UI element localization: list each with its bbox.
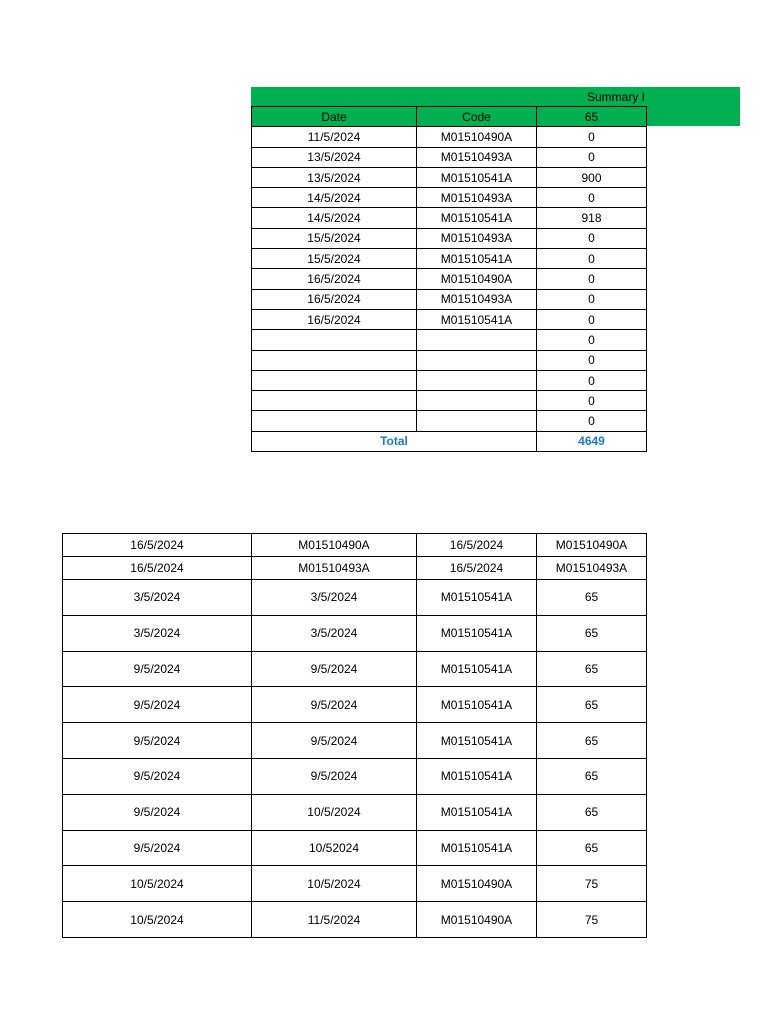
detail-cell-col2: 10/5/2024 — [252, 866, 417, 902]
detail-cell-col1: 10/5/2024 — [63, 902, 252, 938]
detail-row — [63, 580, 647, 616]
summary-qty-cell: 0 — [537, 147, 647, 167]
detail-cell-col3: 16/5/2024 — [417, 534, 537, 557]
detail-cell-col4: 65 — [537, 580, 647, 616]
detail-cell-col4: 65 — [537, 687, 647, 723]
detail-cell-col1: 10/5/2024 — [63, 866, 252, 902]
summary-qty-cell: 0 — [537, 249, 647, 269]
summary-title: Summary I — [587, 90, 646, 104]
detail-cell-col2: 3/5/2024 — [252, 615, 417, 651]
summary-date-cell: 16/5/2024 — [252, 289, 417, 309]
detail-cell-col4: 65 — [537, 615, 647, 651]
detail-cell-col3: M01510541A — [417, 687, 537, 723]
summary-row — [252, 249, 647, 269]
detail-row — [63, 687, 647, 723]
summary-row — [252, 269, 647, 289]
summary-qty-cell: 0 — [537, 127, 647, 147]
summary-code-cell: M01510493A — [417, 147, 537, 167]
detail-cell-col3: M01510541A — [417, 723, 537, 759]
summary-qty-cell: 0 — [537, 269, 647, 289]
detail-row — [63, 830, 647, 866]
summary-code-cell — [417, 391, 537, 411]
detail-cell-col1: 3/5/2024 — [63, 615, 252, 651]
detail-cell-col4: M01510493A — [537, 557, 647, 580]
summary-date-cell — [252, 350, 417, 370]
summary-table — [251, 106, 647, 452]
summary-qty-cell: 0 — [537, 330, 647, 350]
summary-date-cell: 14/5/2024 — [252, 188, 417, 208]
detail-cell-col2: 9/5/2024 — [252, 687, 417, 723]
summary-code-cell: M01510541A — [417, 249, 537, 269]
detail-cell-col3: M01510541A — [417, 580, 537, 616]
detail-cell-col2: 3/5/2024 — [252, 580, 417, 616]
summary-qty-cell: 0 — [537, 411, 647, 431]
summary-qty-cell: 900 — [537, 167, 647, 187]
detail-cell-col4: 65 — [537, 723, 647, 759]
summary-qty-cell: 0 — [537, 289, 647, 309]
summary-date-cell — [252, 411, 417, 431]
summary-date-cell: 15/5/2024 — [252, 228, 417, 248]
detail-cell-col1: 9/5/2024 — [63, 687, 252, 723]
summary-code-cell: M01510493A — [417, 188, 537, 208]
summary-code-cell: M01510541A — [417, 208, 537, 228]
total-value: 4649 — [537, 431, 647, 451]
detail-cell-col1: 3/5/2024 — [63, 580, 252, 616]
summary-date-cell: 16/5/2024 — [252, 309, 417, 329]
detail-cell-col3: M01510490A — [417, 902, 537, 938]
summary-row — [252, 370, 647, 390]
header-code: Code — [417, 107, 537, 127]
detail-row — [63, 794, 647, 830]
summary-date-cell: 16/5/2024 — [252, 269, 417, 289]
summary-date-cell — [252, 370, 417, 390]
header-date: Date — [252, 107, 417, 127]
detail-cell-col1: 9/5/2024 — [63, 723, 252, 759]
summary-qty-cell: 0 — [537, 370, 647, 390]
summary-qty-cell: 918 — [537, 208, 647, 228]
detail-cell-col2: 9/5/2024 — [252, 723, 417, 759]
summary-date-cell — [252, 391, 417, 411]
detail-cell-col1: 9/5/2024 — [63, 830, 252, 866]
detail-cell-col4: 65 — [537, 758, 647, 794]
summary-row — [252, 411, 647, 431]
summary-row — [252, 208, 647, 228]
summary-date-cell: 13/5/2024 — [252, 147, 417, 167]
summary-qty-cell: 0 — [537, 350, 647, 370]
summary-code-cell: M01510541A — [417, 309, 537, 329]
detail-cell-col3: M01510541A — [417, 794, 537, 830]
detail-table — [62, 533, 647, 938]
summary-row — [252, 391, 647, 411]
detail-cell-col2: M01510490A — [252, 534, 417, 557]
summary-qty-cell: 0 — [537, 188, 647, 208]
detail-row — [63, 902, 647, 938]
detail-cell-col1: 9/5/2024 — [63, 758, 252, 794]
summary-date-cell: 11/5/2024 — [252, 127, 417, 147]
detail-cell-col2: 10/52024 — [252, 830, 417, 866]
detail-cell-col4: 65 — [537, 651, 647, 687]
summary-row — [252, 289, 647, 309]
summary-row — [252, 228, 647, 248]
summary-row — [252, 147, 647, 167]
detail-cell-col2: 9/5/2024 — [252, 758, 417, 794]
summary-qty-cell: 0 — [537, 228, 647, 248]
detail-row — [63, 866, 647, 902]
detail-cell-col1: 9/5/2024 — [63, 794, 252, 830]
detail-cell-col3: 16/5/2024 — [417, 557, 537, 580]
detail-cell-col1: 9/5/2024 — [63, 651, 252, 687]
detail-cell-col2: M01510493A — [252, 557, 417, 580]
detail-cell-col2: 11/5/2024 — [252, 902, 417, 938]
summary-code-cell — [417, 411, 537, 431]
detail-cell-col3: M01510490A — [417, 866, 537, 902]
detail-cell-col1: 16/5/2024 — [63, 534, 252, 557]
summary-date-cell: 13/5/2024 — [252, 167, 417, 187]
summary-date-cell: 14/5/2024 — [252, 208, 417, 228]
detail-cell-col2: 9/5/2024 — [252, 651, 417, 687]
detail-cell-col2: 10/5/2024 — [252, 794, 417, 830]
summary-code-cell: M01510490A — [417, 269, 537, 289]
detail-cell-col4: 75 — [537, 902, 647, 938]
detail-cell-col3: M01510541A — [417, 830, 537, 866]
summary-header-row — [252, 107, 647, 127]
detail-cell-col4: 75 — [537, 866, 647, 902]
detail-row — [63, 651, 647, 687]
summary-row — [252, 127, 647, 147]
detail-row — [63, 723, 647, 759]
detail-row — [63, 615, 647, 651]
summary-qty-cell: 0 — [537, 309, 647, 329]
summary-total-row — [252, 431, 647, 451]
header-qty: 65 — [537, 107, 647, 127]
detail-cell-col1: 16/5/2024 — [63, 557, 252, 580]
detail-cell-col3: M01510541A — [417, 758, 537, 794]
detail-cell-col4: 65 — [537, 794, 647, 830]
summary-code-cell: M01510490A — [417, 127, 537, 147]
summary-row — [252, 167, 647, 187]
summary-date-cell — [252, 330, 417, 350]
detail-row — [63, 557, 647, 580]
total-label: Total — [252, 431, 537, 451]
summary-row — [252, 350, 647, 370]
detail-cell-col4: 65 — [537, 830, 647, 866]
summary-code-cell — [417, 350, 537, 370]
summary-date-cell: 15/5/2024 — [252, 249, 417, 269]
summary-row — [252, 309, 647, 329]
summary-code-cell: M01510493A — [417, 289, 537, 309]
summary-code-cell: M01510541A — [417, 167, 537, 187]
summary-code-cell — [417, 370, 537, 390]
detail-cell-col3: M01510541A — [417, 651, 537, 687]
summary-code-cell: M01510493A — [417, 228, 537, 248]
detail-cell-col3: M01510541A — [417, 615, 537, 651]
detail-cell-col4: M01510490A — [537, 534, 647, 557]
summary-qty-cell: 0 — [537, 391, 647, 411]
detail-row — [63, 758, 647, 794]
summary-code-cell — [417, 330, 537, 350]
summary-row — [252, 330, 647, 350]
detail-row — [63, 534, 647, 557]
summary-row — [252, 188, 647, 208]
